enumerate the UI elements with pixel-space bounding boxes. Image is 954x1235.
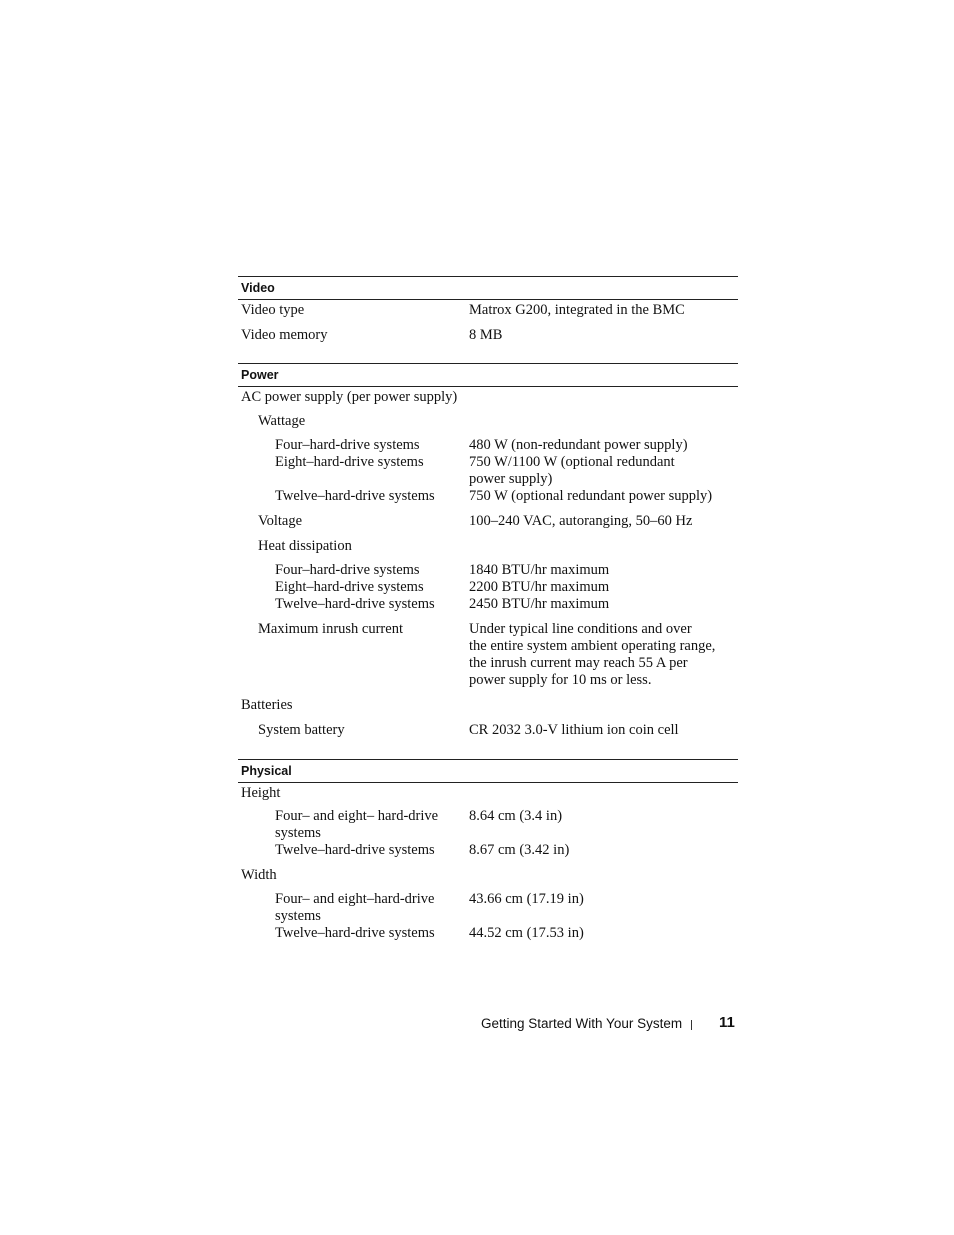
spec-label: Eight–hard-drive systems xyxy=(275,454,424,470)
spec-label: Four–hard-drive systems xyxy=(275,562,420,578)
spec-label: Voltage xyxy=(258,513,303,529)
spec-label: Video type xyxy=(241,302,305,318)
spec-value: 750 W (optional redundant power supply) xyxy=(469,488,713,504)
spec-value: 8 MB xyxy=(469,327,503,343)
spec-label: Four– and eight–hard-drive systems xyxy=(275,891,435,924)
spec-label: Maximum inrush current xyxy=(258,621,403,637)
section-heading-video: Video xyxy=(238,276,738,300)
spec-label: AC power supply (per power supply) xyxy=(241,389,458,405)
spec-label: Four– and eight– hard-drive systems xyxy=(275,808,439,841)
spec-label: Batteries xyxy=(241,697,293,713)
spec-value: 2450 BTU/hr maximum xyxy=(469,596,610,612)
spec-value: Matrox G200, integrated in the BMC xyxy=(469,302,685,318)
spec-value: CR 2032 3.0-V lithium ion coin cell xyxy=(469,722,679,738)
spec-value: 2200 BTU/hr maximum xyxy=(469,579,610,595)
spec-label: Wattage xyxy=(258,413,306,429)
spec-label: System battery xyxy=(258,722,345,738)
section-power xyxy=(238,363,738,759)
spec-value: 43.66 cm (17.19 in) xyxy=(469,891,584,907)
spec-label: Twelve–hard-drive systems xyxy=(275,925,435,941)
section-body-video xyxy=(238,300,738,363)
spec-value: 480 W (non-redundant power supply) xyxy=(469,437,688,453)
spec-label: Eight–hard-drive systems xyxy=(275,579,424,595)
spec-value: 100–240 VAC, autoranging, 50–60 Hz xyxy=(469,513,693,529)
spec-label: Twelve–hard-drive systems xyxy=(275,596,435,612)
spec-label: Width xyxy=(241,867,277,883)
section-heading-power: Power xyxy=(238,363,738,387)
section-body-power xyxy=(238,387,738,759)
spec-label: Four–hard-drive systems xyxy=(275,437,420,453)
spec-value: 44.52 cm (17.53 in) xyxy=(469,925,584,941)
spec-value: 8.67 cm (3.42 in) xyxy=(469,842,570,858)
spec-label: Height xyxy=(241,785,281,801)
spec-label: Video memory xyxy=(241,327,328,343)
spec-value: Under typical line conditions and over the entire system ambient operating range, the inrush current may reach 55 A per power supply for 10 ms or less. xyxy=(469,621,716,688)
page-number: 11 xyxy=(719,1014,735,1031)
spec-table xyxy=(238,276,738,953)
spec-label: Twelve–hard-drive systems xyxy=(275,488,435,504)
footer-divider xyxy=(691,1020,692,1030)
spec-value: 8.64 cm (3.4 in) xyxy=(469,808,563,824)
section-heading-physical: Physical xyxy=(238,759,738,783)
section-body-physical xyxy=(238,783,738,953)
spec-label: Heat dissipation xyxy=(258,538,352,554)
spec-label: Twelve–hard-drive systems xyxy=(275,842,435,858)
spec-value: 1840 BTU/hr maximum xyxy=(469,562,610,578)
section-physical xyxy=(238,759,738,953)
spec-value: 750 W/1100 W (optional redundant power supply) xyxy=(469,454,675,487)
section-video xyxy=(238,276,738,363)
footer-title: Getting Started With Your System xyxy=(481,1016,683,1031)
page-footer xyxy=(0,1014,954,1034)
